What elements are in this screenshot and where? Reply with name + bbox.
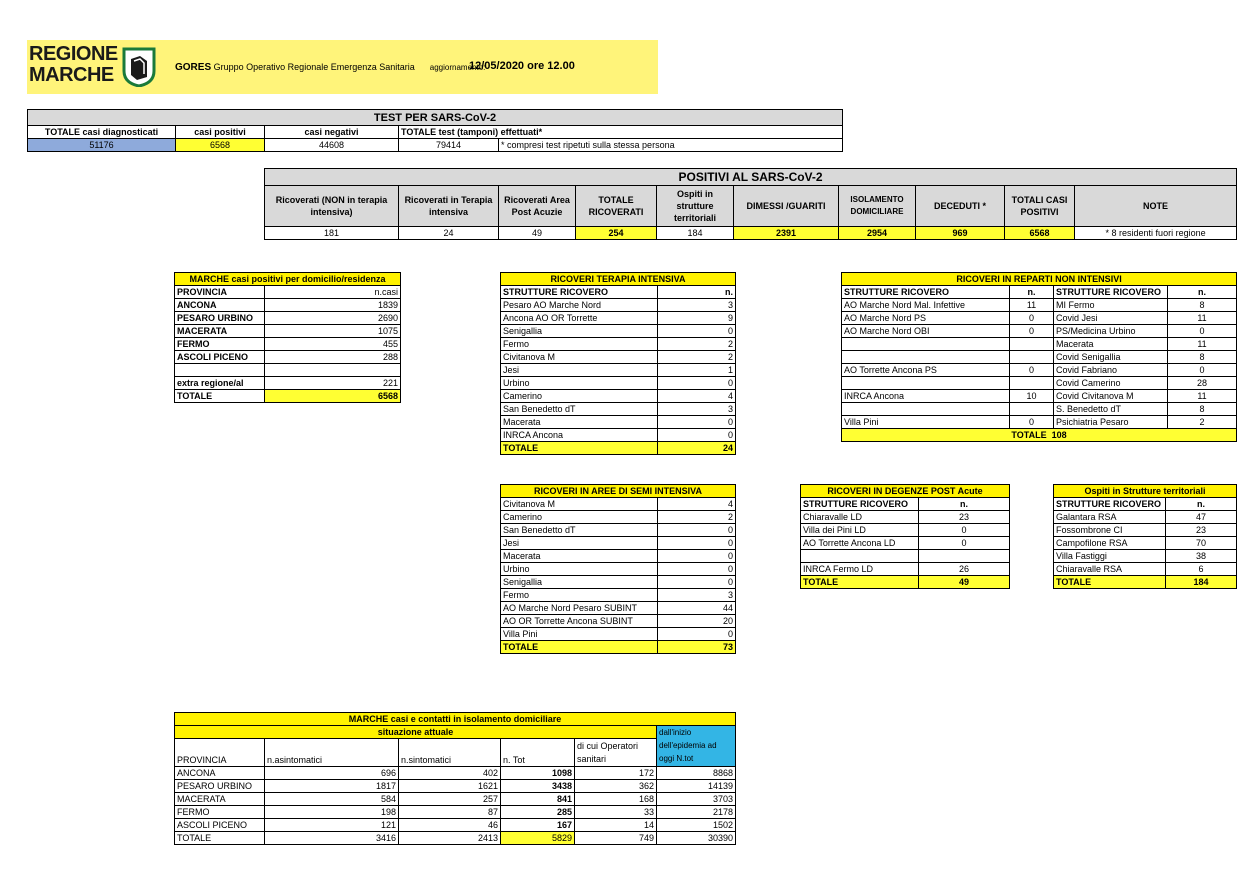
table-row xyxy=(501,364,736,377)
province-value: 288 xyxy=(265,351,401,364)
iso-sint: 257 xyxy=(399,793,501,806)
table-row xyxy=(1054,563,1237,576)
table-row xyxy=(501,589,736,602)
semi-name: Camerino xyxy=(501,511,658,524)
iso-header-operatori: di cui Operatori sanitari xyxy=(575,739,657,767)
semi-value: 0 xyxy=(658,537,736,550)
semi-value: 44 xyxy=(658,602,736,615)
province-value: 2690 xyxy=(265,312,401,325)
semi-title: RICOVERI IN AREE DI SEMI INTENSIVA xyxy=(501,485,736,498)
table-row xyxy=(842,390,1237,403)
ospiti-total-value: 184 xyxy=(1166,576,1237,589)
ti-name: San Benedetto dT xyxy=(501,403,658,416)
positivi-header-1: Ricoverati in Terapia intensiva xyxy=(399,186,499,227)
province-value: 1075 xyxy=(265,325,401,338)
ti-value: 0 xyxy=(658,429,736,442)
province-table xyxy=(174,272,401,403)
ti-value: 2 xyxy=(658,351,736,364)
province-value xyxy=(265,364,401,377)
ospiti-value: 6 xyxy=(1166,563,1237,576)
semi-value: 4 xyxy=(658,498,736,511)
post-title: RICOVERI IN DEGENZE POST Acute xyxy=(801,485,1010,498)
post-total-value: 49 xyxy=(919,576,1010,589)
iso-sint: 402 xyxy=(399,767,501,780)
iso-province: PESARO URBINO xyxy=(175,780,265,793)
post-name: INRCA Fermo LD xyxy=(801,563,919,576)
positivi-value-6: 2954 xyxy=(839,227,916,240)
ti-name: Ancona AO OR Torrette xyxy=(501,312,658,325)
iso-operatori: 168 xyxy=(575,793,657,806)
province-total-label: TOTALE xyxy=(175,390,265,403)
iso-total-asint: 3416 xyxy=(265,832,399,845)
ni-value-a xyxy=(1010,351,1054,364)
semi-name: Macerata xyxy=(501,550,658,563)
ti-value: 2 xyxy=(658,338,736,351)
ni-name-b: Covid Fabriano xyxy=(1054,364,1168,377)
non-intensivi-table xyxy=(841,272,1237,442)
ospiti-strutture-table xyxy=(1053,484,1237,589)
ospiti-value: 23 xyxy=(1166,524,1237,537)
test-value-positivi: 6568 xyxy=(176,139,265,152)
post-name: Villa dei Pini LD xyxy=(801,524,919,537)
ti-value: 1 xyxy=(658,364,736,377)
table-row xyxy=(501,390,736,403)
post-name: AO Torrette Ancona LD xyxy=(801,537,919,550)
ti-name: INRCA Ancona xyxy=(501,429,658,442)
ni-value-a: 0 xyxy=(1010,364,1054,377)
positivi-note: * 8 residenti fuori regione xyxy=(1075,227,1237,240)
semi-value: 0 xyxy=(658,563,736,576)
iso-total-inizio: 30390 xyxy=(657,832,736,845)
positivi-header-5: DIMESSI /GUARITI xyxy=(734,186,839,227)
ospiti-name: Villa Fastiggi xyxy=(1054,550,1166,563)
iso-header-provincia: PROVINCIA xyxy=(175,739,265,767)
ospiti-value: 38 xyxy=(1166,550,1237,563)
ti-value: 0 xyxy=(658,416,736,429)
province-title: MARCHE casi positivi per domicilio/residenza xyxy=(175,273,401,286)
semi-name: Jesi xyxy=(501,537,658,550)
ni-header-strutture-a: STRUTTURE RICOVERO xyxy=(842,286,1010,299)
logo-line1: REGIONE xyxy=(29,43,118,65)
ospiti-name: Chiaravalle RSA xyxy=(1054,563,1166,576)
ni-value-a: 0 xyxy=(1010,312,1054,325)
iso-province: ASCOLI PICENO xyxy=(175,819,265,832)
ni-value-b: 28 xyxy=(1168,377,1237,390)
iso-asint: 198 xyxy=(265,806,399,819)
ni-name-b: Macerata xyxy=(1054,338,1168,351)
ni-title: RICOVERI IN REPARTI NON INTENSIVI xyxy=(842,273,1237,286)
ti-value: 3 xyxy=(658,299,736,312)
ti-value: 9 xyxy=(658,312,736,325)
positivi-value-8: 6568 xyxy=(1005,227,1075,240)
ni-name-b: MI Fermo xyxy=(1054,299,1168,312)
iso-operatori: 33 xyxy=(575,806,657,819)
test-value-tamponi: 79414 xyxy=(399,139,499,152)
gores-line xyxy=(175,62,485,73)
iso-total-operatori: 749 xyxy=(575,832,657,845)
test-sars-table xyxy=(27,109,843,152)
ni-name-a: AO Torrette Ancona PS xyxy=(842,364,1010,377)
semi-value: 3 xyxy=(658,589,736,602)
ni-header-strutture-b: STRUTTURE RICOVERO xyxy=(1054,286,1168,299)
iso-asint: 1817 xyxy=(265,780,399,793)
table-row xyxy=(501,338,736,351)
ni-name-b: S. Benedetto dT xyxy=(1054,403,1168,416)
test-header-negativi: casi negativi xyxy=(265,126,399,139)
ni-value-a: 10 xyxy=(1010,390,1054,403)
semi-name: Villa Pini xyxy=(501,628,658,641)
ni-value-b: 0 xyxy=(1168,364,1237,377)
iso-subtitle: situazione attuale xyxy=(175,726,657,739)
semi-name: Fermo xyxy=(501,589,658,602)
table-row xyxy=(501,416,736,429)
test-value-totale: 51176 xyxy=(28,139,176,152)
ti-name: Camerino xyxy=(501,390,658,403)
ti-value: 0 xyxy=(658,377,736,390)
table-row xyxy=(175,819,736,832)
iso-total-label: TOTALE xyxy=(175,832,265,845)
ospiti-header-strutture: STRUTTURE RICOVERO xyxy=(1054,498,1166,511)
iso-asint: 696 xyxy=(265,767,399,780)
province-value: 1839 xyxy=(265,299,401,312)
semi-name: San Benedetto dT xyxy=(501,524,658,537)
ni-value-a xyxy=(1010,377,1054,390)
province-header-provincia: PROVINCIA xyxy=(175,286,265,299)
semi-value: 0 xyxy=(658,576,736,589)
table-row xyxy=(1054,537,1237,550)
province-value: 455 xyxy=(265,338,401,351)
province-value: 221 xyxy=(265,377,401,390)
iso-operatori: 14 xyxy=(575,819,657,832)
table-row xyxy=(842,377,1237,390)
semi-intensiva-table xyxy=(500,484,736,654)
ni-name-a xyxy=(842,403,1010,416)
table-row xyxy=(842,299,1237,312)
ni-total-value: 108 xyxy=(1051,430,1067,440)
semi-name: Urbino xyxy=(501,563,658,576)
ni-name-a: AO Marche Nord PS xyxy=(842,312,1010,325)
post-name: Chiaravalle LD xyxy=(801,511,919,524)
table-row xyxy=(501,429,736,442)
table-row xyxy=(801,550,1010,563)
ni-value-a xyxy=(1010,338,1054,351)
province-name: ANCONA xyxy=(175,299,265,312)
ni-value-b: 11 xyxy=(1168,338,1237,351)
table-row xyxy=(801,537,1010,550)
gores-label: GORES xyxy=(175,62,212,73)
iso-tot: 285 xyxy=(501,806,575,819)
iso-header-sint: n.sintomatici xyxy=(399,739,501,767)
ti-title: RICOVERI TERAPIA INTENSIVA xyxy=(501,273,736,286)
ospiti-header-n: n. xyxy=(1166,498,1237,511)
table-row xyxy=(501,325,736,338)
ti-total-value: 24 xyxy=(658,442,736,455)
ti-name: Senigallia xyxy=(501,325,658,338)
semi-name: AO OR Torrette Ancona SUBINT xyxy=(501,615,658,628)
iso-total-tot: 5829 xyxy=(501,832,575,845)
table-row xyxy=(175,312,401,325)
test-header-tamponi: TOTALE test (tamponi) effettuati* xyxy=(399,126,843,139)
semi-name: Senigallia xyxy=(501,576,658,589)
ni-value-b: 2 xyxy=(1168,416,1237,429)
ni-name-a xyxy=(842,351,1010,364)
iso-header-asint: n.asintomatici xyxy=(265,739,399,767)
test-header-totale: TOTALE casi diagnosticati xyxy=(28,126,176,139)
ni-value-a: 0 xyxy=(1010,416,1054,429)
iso-inizio: 3703 xyxy=(657,793,736,806)
table-row xyxy=(175,299,401,312)
iso-province: ANCONA xyxy=(175,767,265,780)
post-value: 26 xyxy=(919,563,1010,576)
iso-operatori: 362 xyxy=(575,780,657,793)
iso-header-inizio: dall'inizio dell'epidemia ad oggi N.tot xyxy=(657,726,736,767)
ni-name-a: AO Marche Nord Mal. Infettive xyxy=(842,299,1010,312)
iso-asint: 584 xyxy=(265,793,399,806)
semi-value: 20 xyxy=(658,615,736,628)
ospiti-total-label: TOTALE xyxy=(1054,576,1166,589)
test-note: * compresi test ripetuti sulla stessa persona xyxy=(499,139,843,152)
ti-header-n: n. xyxy=(658,286,736,299)
semi-value: 0 xyxy=(658,628,736,641)
semi-value: 0 xyxy=(658,550,736,563)
iso-header-tot: n. Tot xyxy=(501,739,575,767)
iso-inizio: 2178 xyxy=(657,806,736,819)
ti-name: Macerata xyxy=(501,416,658,429)
table-row xyxy=(501,511,736,524)
iso-tot: 3438 xyxy=(501,780,575,793)
positivi-value-5: 2391 xyxy=(734,227,839,240)
ni-name-b: Covid Civitanova M xyxy=(1054,390,1168,403)
iso-sint: 1621 xyxy=(399,780,501,793)
table-row xyxy=(501,524,736,537)
positivi-header-4: Ospiti in strutture territoriali xyxy=(657,186,734,227)
ospiti-name: Galantara RSA xyxy=(1054,511,1166,524)
ti-name: Pesaro AO Marche Nord xyxy=(501,299,658,312)
table-row xyxy=(175,338,401,351)
ni-header-n-b: n. xyxy=(1168,286,1237,299)
province-name: FERMO xyxy=(175,338,265,351)
table-row xyxy=(175,351,401,364)
test-value-negativi: 44608 xyxy=(265,139,399,152)
province-total-value: 6568 xyxy=(265,390,401,403)
positivi-value-3: 254 xyxy=(576,227,657,240)
ni-value-b: 8 xyxy=(1168,403,1237,416)
ni-name-a: Villa Pini xyxy=(842,416,1010,429)
ospiti-value: 47 xyxy=(1166,511,1237,524)
table-row xyxy=(501,312,736,325)
ni-value-b: 11 xyxy=(1168,312,1237,325)
table-row xyxy=(1054,511,1237,524)
post-header-n: n. xyxy=(919,498,1010,511)
post-total-label: TOTALE xyxy=(801,576,919,589)
iso-tot: 841 xyxy=(501,793,575,806)
table-row xyxy=(175,793,736,806)
ni-value-a: 0 xyxy=(1010,325,1054,338)
semi-total-value: 73 xyxy=(658,641,736,654)
isolamento-table xyxy=(174,712,736,845)
post-header-strutture: STRUTTURE RICOVERO xyxy=(801,498,919,511)
iso-operatori: 172 xyxy=(575,767,657,780)
ni-value-a xyxy=(1010,403,1054,416)
table-row xyxy=(175,377,401,390)
regione-emblem-icon xyxy=(122,47,156,87)
ni-name-b: Covid Senigallia xyxy=(1054,351,1168,364)
ospiti-name: Fossombrone CI xyxy=(1054,524,1166,537)
iso-tot: 1098 xyxy=(501,767,575,780)
table-row xyxy=(175,780,736,793)
ti-name: Civitanova M xyxy=(501,351,658,364)
ti-name: Fermo xyxy=(501,338,658,351)
iso-inizio: 8868 xyxy=(657,767,736,780)
province-name: ASCOLI PICENO xyxy=(175,351,265,364)
province-header-casi: n.casi xyxy=(265,286,401,299)
post-name xyxy=(801,550,919,563)
table-row xyxy=(501,299,736,312)
table-row xyxy=(175,364,401,377)
iso-title: MARCHE casi e contatti in isolamento domiciliare xyxy=(175,713,736,726)
ti-value: 4 xyxy=(658,390,736,403)
positivi-value-4: 184 xyxy=(657,227,734,240)
table-row xyxy=(842,403,1237,416)
table-row xyxy=(501,602,736,615)
table-row xyxy=(175,806,736,819)
province-name: MACERATA xyxy=(175,325,265,338)
iso-tot: 167 xyxy=(501,819,575,832)
positivi-value-1: 24 xyxy=(399,227,499,240)
table-row xyxy=(175,767,736,780)
semi-name: AO Marche Nord Pesaro SUBINT xyxy=(501,602,658,615)
semi-name: Civitanova M xyxy=(501,498,658,511)
positivi-header-7: DECEDUTI * xyxy=(916,186,1005,227)
positivi-title: POSITIVI AL SARS-CoV-2 xyxy=(265,169,1237,186)
province-name: PESARO URBINO xyxy=(175,312,265,325)
table-row xyxy=(842,364,1237,377)
post-value: 0 xyxy=(919,537,1010,550)
positivi-header-2: Ricoverati Area Post Acuzie xyxy=(499,186,576,227)
positivi-header-6: ISOLAMENTO DOMICILIARE xyxy=(839,186,916,227)
ospiti-title: Ospiti in Strutture territoriali xyxy=(1054,485,1237,498)
ni-total xyxy=(842,429,1237,442)
positivi-header-8: TOTALI CASI POSITIVI xyxy=(1005,186,1075,227)
ni-name-b: PS/Medicina Urbino xyxy=(1054,325,1168,338)
post-value: 0 xyxy=(919,524,1010,537)
table-row xyxy=(501,615,736,628)
province-name: extra regione/al xyxy=(175,377,265,390)
ni-name-a xyxy=(842,338,1010,351)
logo-line2: MARCHE xyxy=(29,64,114,86)
table-row xyxy=(501,498,736,511)
ospiti-name: Campofilone RSA xyxy=(1054,537,1166,550)
ni-value-a: 11 xyxy=(1010,299,1054,312)
ni-name-a: INRCA Ancona xyxy=(842,390,1010,403)
iso-province: MACERATA xyxy=(175,793,265,806)
ti-value: 0 xyxy=(658,325,736,338)
ni-total-label: TOTALE xyxy=(1011,430,1047,440)
table-row xyxy=(842,325,1237,338)
iso-sint: 46 xyxy=(399,819,501,832)
ni-name-b: Covid Camerino xyxy=(1054,377,1168,390)
positivi-header-3: TOTALE RICOVERATI xyxy=(576,186,657,227)
ni-value-b: 8 xyxy=(1168,351,1237,364)
update-date: 12/05/2020 ore 12.00 xyxy=(469,60,575,72)
ni-name-a xyxy=(842,377,1010,390)
post-value xyxy=(919,550,1010,563)
test-header-positivi: casi positivi xyxy=(176,126,265,139)
table-row xyxy=(842,338,1237,351)
ospiti-value: 70 xyxy=(1166,537,1237,550)
positivi-table xyxy=(264,168,1237,240)
ti-name: Jesi xyxy=(501,364,658,377)
ti-name: Urbino xyxy=(501,377,658,390)
table-row xyxy=(501,351,736,364)
table-row xyxy=(501,628,736,641)
ti-value: 3 xyxy=(658,403,736,416)
semi-value: 0 xyxy=(658,524,736,537)
test-title: TEST PER SARS-CoV-2 xyxy=(28,110,843,126)
table-row xyxy=(1054,524,1237,537)
table-row xyxy=(1054,550,1237,563)
table-row-total xyxy=(175,832,736,845)
terapia-intensiva-table xyxy=(500,272,736,455)
iso-inizio: 14139 xyxy=(657,780,736,793)
ni-name-a: AO Marche Nord OBI xyxy=(842,325,1010,338)
ni-value-b: 11 xyxy=(1168,390,1237,403)
province-name xyxy=(175,364,265,377)
iso-sint: 87 xyxy=(399,806,501,819)
table-row xyxy=(842,416,1237,429)
table-row xyxy=(801,563,1010,576)
table-row xyxy=(501,563,736,576)
ni-name-b: Psichiatria Pesaro xyxy=(1054,416,1168,429)
iso-inizio: 1502 xyxy=(657,819,736,832)
ni-value-b: 0 xyxy=(1168,325,1237,338)
ti-header-strutture: STRUTTURE RICOVERO xyxy=(501,286,658,299)
ni-value-b: 8 xyxy=(1168,299,1237,312)
table-row xyxy=(501,550,736,563)
table-row xyxy=(501,537,736,550)
positivi-header-0: Ricoverati (NON in terapia intensiva) xyxy=(265,186,399,227)
table-row xyxy=(801,524,1010,537)
table-row xyxy=(501,576,736,589)
table-row xyxy=(501,403,736,416)
update-label: aggiornamento: xyxy=(429,63,486,72)
regione-marche-logo xyxy=(29,44,118,86)
ni-header-n-a: n. xyxy=(1010,286,1054,299)
iso-province: FERMO xyxy=(175,806,265,819)
iso-asint: 121 xyxy=(265,819,399,832)
positivi-header-9: NOTE xyxy=(1075,186,1237,227)
iso-total-sint: 2413 xyxy=(399,832,501,845)
positivi-value-2: 49 xyxy=(499,227,576,240)
table-row xyxy=(801,511,1010,524)
ni-name-b: Covid Jesi xyxy=(1054,312,1168,325)
table-row xyxy=(175,325,401,338)
semi-total-label: TOTALE xyxy=(501,641,658,654)
ti-total-label: TOTALE xyxy=(501,442,658,455)
post-value: 23 xyxy=(919,511,1010,524)
positivi-value-0: 181 xyxy=(265,227,399,240)
gores-full-name: Gruppo Operativo Regionale Emergenza Sanitaria xyxy=(213,62,415,72)
semi-value: 2 xyxy=(658,511,736,524)
table-row xyxy=(842,312,1237,325)
post-acute-table xyxy=(800,484,1010,589)
table-row xyxy=(501,377,736,390)
positivi-value-7: 969 xyxy=(916,227,1005,240)
table-row xyxy=(842,351,1237,364)
